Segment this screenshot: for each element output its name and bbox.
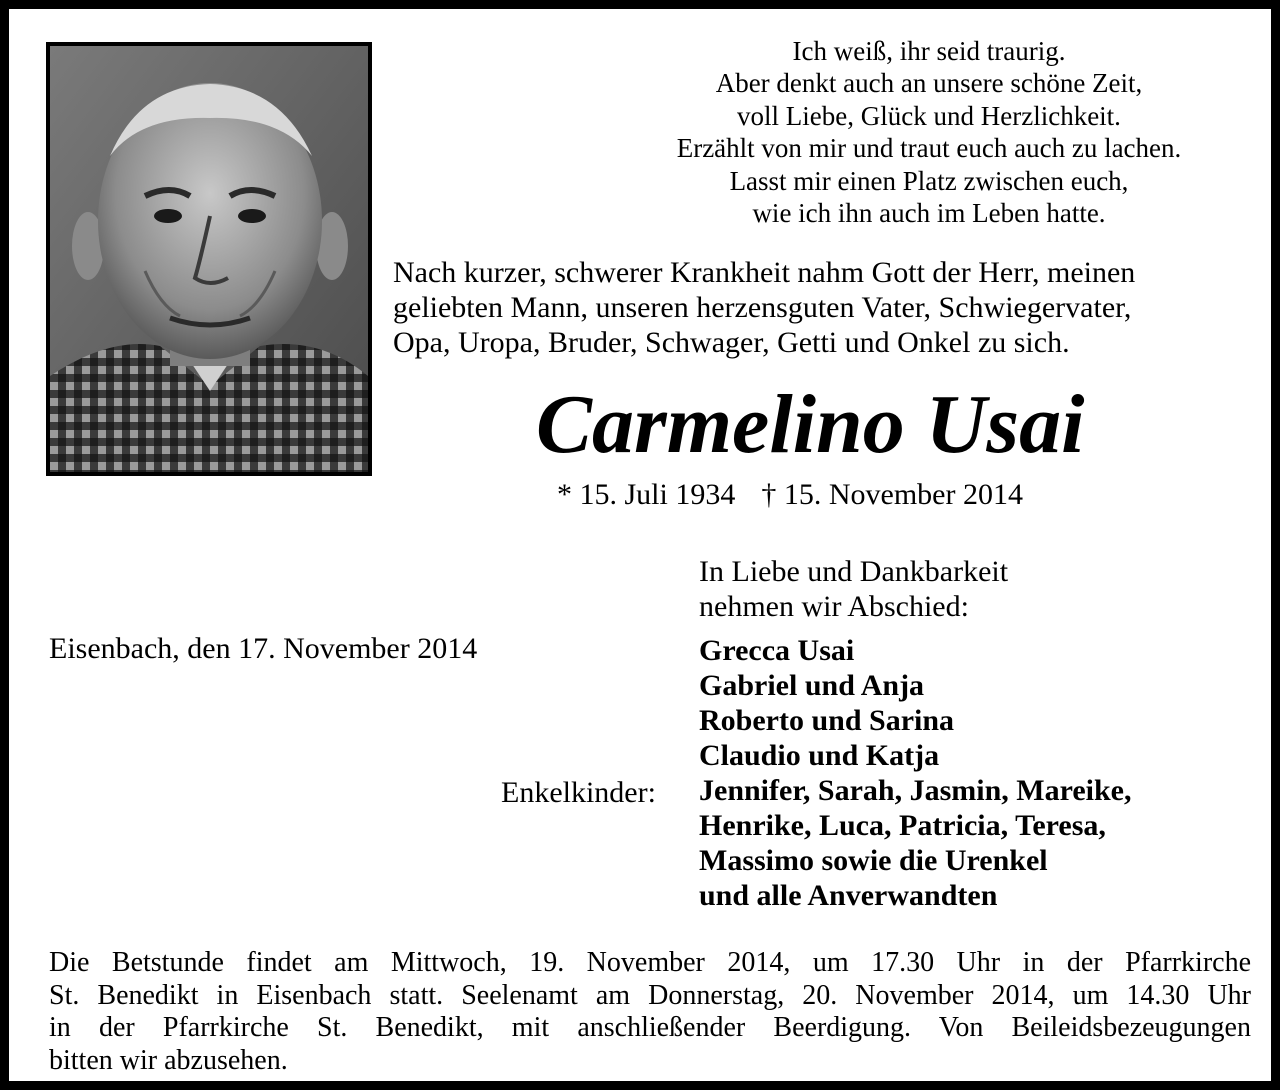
deceased-name: Carmelino Usai xyxy=(536,378,1085,471)
poem-line: Aber denkt auch an unsere schöne Zeit, xyxy=(715,68,1143,99)
mourner: Jennifer, Sarah, Jasmin, Mareike, xyxy=(699,774,1132,807)
poem-line: Erzählt von mir und traut euch auch zu lachen. xyxy=(676,133,1182,164)
mourner: Massimo sowie die Urenkel xyxy=(699,844,1048,877)
portrait-image xyxy=(50,46,368,472)
intro-line: Opa, Uropa, Bruder, Schwager, Getti und Onkel zu sich. xyxy=(393,326,1070,359)
mourner: Grecca Usai xyxy=(699,634,855,667)
farewell-line: nehmen wir Abschied: xyxy=(699,590,969,623)
place-and-date: Eisenbach, den 17. November 2014 xyxy=(49,632,478,665)
farewell-text xyxy=(699,554,1008,624)
portrait-photo xyxy=(46,42,372,476)
service-notice xyxy=(49,947,1251,1077)
notice-line: Die Betstunde findet am Mittwoch, 19. November 2014, um 17.30 Uhr in der Pfarrkirche xyxy=(49,947,1251,978)
poem-line: voll Liebe, Glück und Herzlichkeit. xyxy=(737,100,1121,131)
mourners-list xyxy=(699,633,1132,913)
intro-line: Nach kurzer, schwerer Krankheit nahm Gott der Herr, meinen xyxy=(393,256,1136,289)
grandchildren-label: Enkelkinder: xyxy=(501,776,656,809)
mourner: Gabriel und Anja xyxy=(699,669,925,702)
mourner: Claudio und Katja xyxy=(699,739,940,772)
poem-line: wie ich ihn auch im Leben hatte. xyxy=(752,198,1106,229)
farewell-line: In Liebe und Dankbarkeit xyxy=(699,555,1009,588)
birth-date: * 15. Juli 1934 xyxy=(557,478,736,511)
death-date: † 15. November 2014 xyxy=(761,478,1023,511)
poem-line: Ich weiß, ihr seid traurig. xyxy=(792,36,1066,66)
notice-line: in der Pfarrkirche St. Benedikt, mit anschließender Beerdigung. Von Beileidsbezeugungen xyxy=(49,1012,1251,1043)
notice-line: St. Benedikt in Eisenbach statt. Seelenamt am Donnerstag, 20. November 2014, um 14.30 Uhr xyxy=(49,979,1251,1011)
poem xyxy=(609,35,1249,229)
life-dates xyxy=(557,477,1023,513)
mourner: Henrike, Luca, Patricia, Teresa, xyxy=(699,809,1106,842)
mourner: und alle Anverwandten xyxy=(699,879,998,912)
poem-line: Lasst mir einen Platz zwischen euch, xyxy=(729,165,1129,196)
intro-line: geliebten Mann, unseren herzensguten Vater, Schwiegervater, xyxy=(393,291,1132,324)
notice-line: bitten wir abzusehen. xyxy=(49,1044,288,1076)
mourner: Roberto und Sarina xyxy=(699,704,955,737)
intro-text xyxy=(393,255,1263,360)
